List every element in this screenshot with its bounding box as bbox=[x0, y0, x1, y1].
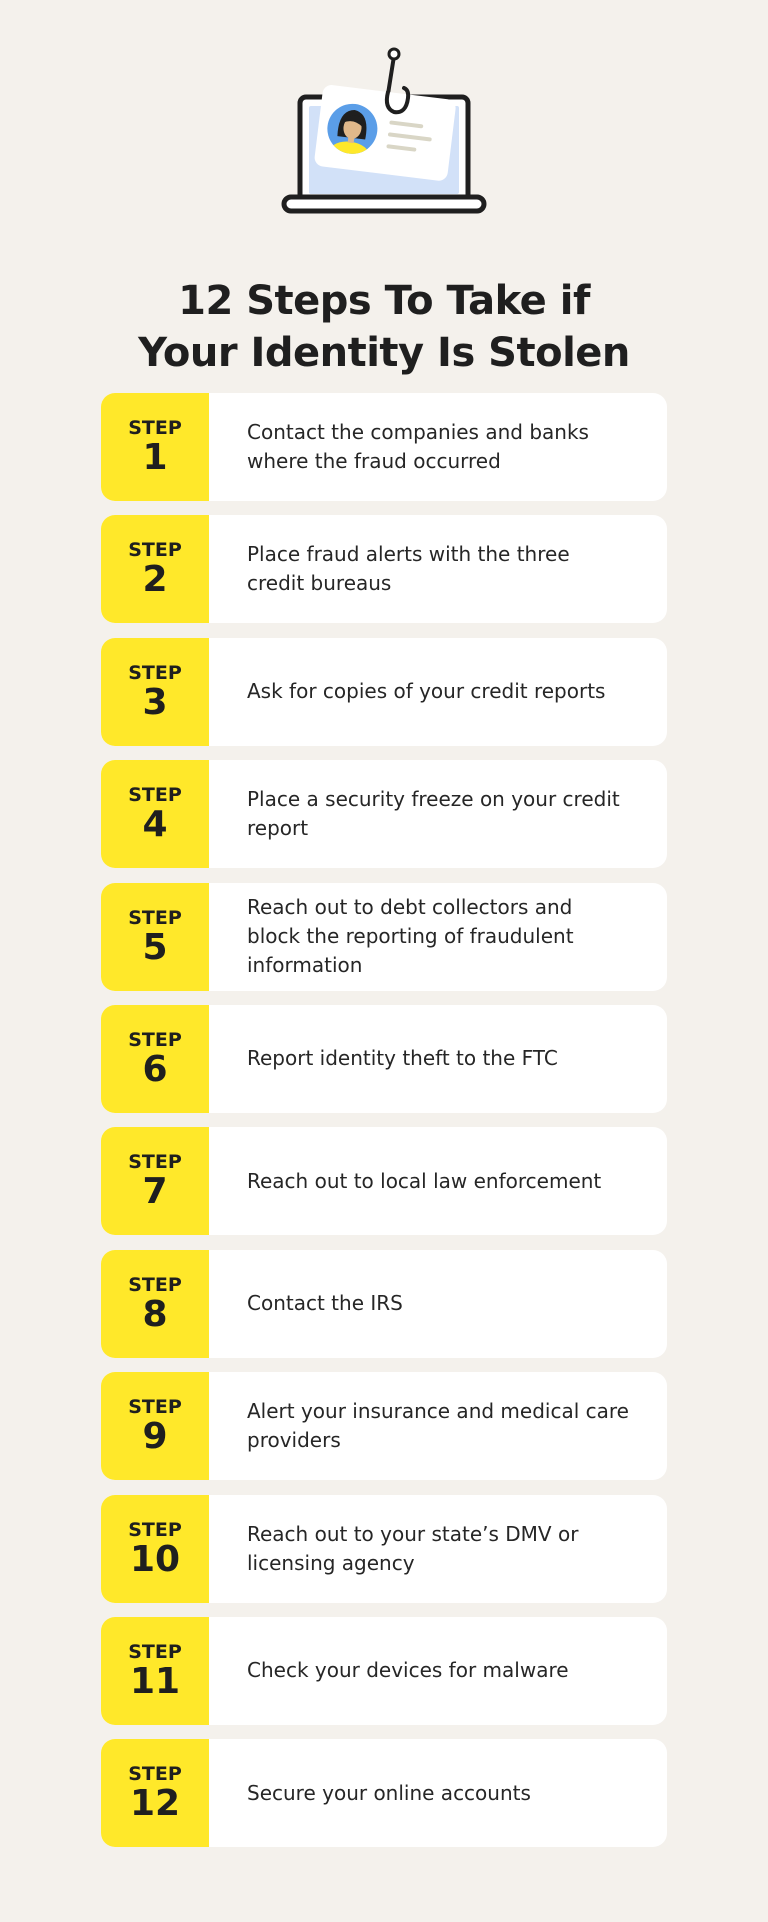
step-text: Reach out to local law enforcement bbox=[247, 1168, 602, 1193]
step-card-3 bbox=[101, 638, 667, 746]
step-number: 6 bbox=[142, 1048, 168, 1090]
step-label: STEP bbox=[128, 1763, 182, 1786]
step-card-11 bbox=[101, 1617, 667, 1725]
step-number: 1 bbox=[142, 437, 168, 478]
step-badge bbox=[101, 760, 209, 868]
step-card-5 bbox=[101, 883, 667, 991]
step-card-1 bbox=[101, 393, 667, 501]
step-badge bbox=[101, 1495, 209, 1603]
step-badge bbox=[101, 1005, 209, 1113]
step-number: 7 bbox=[142, 1171, 168, 1213]
step-card-12 bbox=[101, 1739, 667, 1847]
steps-list bbox=[101, 393, 667, 1862]
step-number: 11 bbox=[129, 1660, 181, 1702]
step-number: 5 bbox=[142, 926, 168, 968]
step-text: Check your devices for malware bbox=[247, 1658, 569, 1683]
step-badge bbox=[101, 393, 209, 501]
title-line-1: 12 Steps To Take if bbox=[178, 277, 590, 324]
step-text: Place fraud alerts with the three credit bureaus bbox=[247, 542, 570, 596]
step-text: Ask for copies of your credit reports bbox=[247, 679, 606, 704]
step-badge bbox=[101, 515, 209, 623]
step-number: 8 bbox=[142, 1293, 168, 1335]
step-text: Reach out to your state’s DMV or licensing agency bbox=[247, 1521, 579, 1575]
step-label: STEP bbox=[128, 1396, 182, 1419]
step-label: STEP bbox=[128, 784, 182, 807]
step-badge bbox=[101, 1617, 209, 1725]
step-badge bbox=[101, 883, 209, 991]
step-card-4 bbox=[101, 760, 667, 868]
step-card-9 bbox=[101, 1372, 667, 1480]
step-badge bbox=[101, 1739, 209, 1847]
step-label: STEP bbox=[128, 1518, 182, 1541]
step-label: STEP bbox=[128, 661, 182, 684]
step-card-10 bbox=[101, 1495, 667, 1603]
step-text: Alert your insurance and medical care providers bbox=[247, 1399, 629, 1453]
step-number: 9 bbox=[142, 1416, 168, 1458]
step-card-2 bbox=[101, 515, 667, 623]
step-badge bbox=[101, 1250, 209, 1358]
step-label: STEP bbox=[128, 1640, 182, 1663]
step-text: Secure your online accounts bbox=[247, 1780, 531, 1805]
step-label: STEP bbox=[128, 906, 182, 929]
step-number: 3 bbox=[142, 681, 168, 723]
step-label: STEP bbox=[128, 1273, 182, 1296]
step-card-6 bbox=[101, 1005, 667, 1113]
step-badge bbox=[101, 1372, 209, 1480]
step-text: Reach out to debt collectors and block the reporting of fraudulent information bbox=[247, 895, 574, 978]
step-number: 2 bbox=[142, 559, 168, 601]
step-text: Report identity theft to the FTC bbox=[247, 1046, 558, 1071]
step-label: STEP bbox=[128, 417, 182, 439]
step-label: STEP bbox=[128, 1028, 182, 1051]
laptop-id-card-fishing-hook-icon bbox=[278, 46, 490, 220]
step-badge bbox=[101, 1127, 209, 1235]
hero-illustration bbox=[0, 40, 768, 220]
step-card-7 bbox=[101, 1127, 667, 1235]
step-number: 12 bbox=[129, 1783, 181, 1825]
step-number: 10 bbox=[129, 1538, 181, 1580]
step-number: 4 bbox=[142, 804, 168, 846]
step-badge bbox=[101, 638, 209, 746]
step-label: STEP bbox=[128, 1151, 182, 1174]
page-title bbox=[0, 275, 768, 379]
step-text: Place a security freeze on your credit report bbox=[247, 787, 620, 841]
title-line-2: Your Identity Is Stolen bbox=[138, 329, 630, 376]
step-label: STEP bbox=[128, 539, 182, 562]
step-text: Contact the IRS bbox=[247, 1291, 403, 1316]
step-card-8 bbox=[101, 1250, 667, 1358]
step-text: Contact the companies and banks where the fraud occurred bbox=[247, 420, 589, 473]
